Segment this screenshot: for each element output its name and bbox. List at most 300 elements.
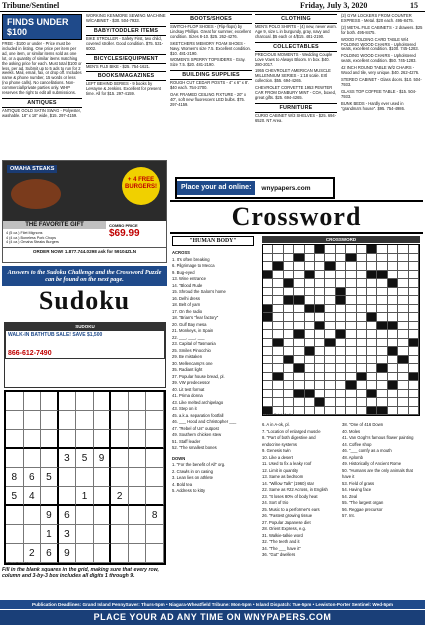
- crossword-cell[interactable]: [398, 347, 408, 356]
- crossword-cell[interactable]: [388, 254, 398, 263]
- crossword-cell[interactable]: [325, 313, 335, 322]
- crossword-cell[interactable]: [346, 322, 356, 331]
- crossword-cell[interactable]: [284, 245, 294, 254]
- crossword-cell[interactable]: [398, 373, 408, 382]
- crossword-cell[interactable]: [294, 339, 304, 348]
- sudoku-cell[interactable]: [6, 411, 24, 430]
- crossword-cell[interactable]: [346, 390, 356, 399]
- sudoku-cell[interactable]: 5: [6, 487, 24, 506]
- crossword-cell[interactable]: [294, 305, 304, 314]
- sudoku-cell[interactable]: [111, 506, 129, 525]
- crossword-cell[interactable]: [367, 279, 377, 288]
- crossword-cell[interactable]: [336, 381, 346, 390]
- crossword-cell[interactable]: [263, 381, 273, 390]
- sudoku-cell[interactable]: [146, 392, 164, 411]
- crossword-cell[interactable]: [325, 364, 335, 373]
- omaha-steaks-ad[interactable]: [2, 160, 167, 263]
- crossword-cell[interactable]: [409, 356, 419, 365]
- crossword-cell[interactable]: [357, 347, 367, 356]
- crossword-cell[interactable]: [357, 407, 367, 416]
- crossword-cell[interactable]: [357, 279, 367, 288]
- crossword-cell[interactable]: [273, 296, 283, 305]
- crossword-cell[interactable]: [284, 254, 294, 263]
- crossword-cell[interactable]: [357, 313, 367, 322]
- crossword-cell[interactable]: [336, 339, 346, 348]
- crossword-cell[interactable]: [357, 271, 367, 280]
- crossword-cell[interactable]: [294, 271, 304, 280]
- crossword-cell[interactable]: [409, 271, 419, 280]
- sudoku-cell[interactable]: [76, 468, 94, 487]
- sudoku-cell[interactable]: [111, 449, 129, 468]
- crossword-cell[interactable]: [336, 279, 346, 288]
- crossword-cell[interactable]: [388, 271, 398, 280]
- crossword-cell[interactable]: [284, 390, 294, 399]
- sudoku-cell[interactable]: [24, 525, 42, 544]
- crossword-cell[interactable]: [325, 296, 335, 305]
- crossword-cell[interactable]: [273, 322, 283, 331]
- crossword-cell[interactable]: [346, 296, 356, 305]
- crossword-cell[interactable]: [377, 245, 387, 254]
- crossword-cell[interactable]: [325, 407, 335, 416]
- walkin-tub-ad[interactable]: [5, 330, 165, 359]
- crossword-cell[interactable]: [273, 347, 283, 356]
- crossword-cell[interactable]: [346, 339, 356, 348]
- crossword-cell[interactable]: [357, 330, 367, 339]
- crossword-cell[interactable]: [325, 305, 335, 314]
- crossword-cell[interactable]: [388, 288, 398, 297]
- crossword-cell[interactable]: [398, 279, 408, 288]
- crossword-cell[interactable]: [273, 288, 283, 297]
- crossword-cell[interactable]: [377, 398, 387, 407]
- crossword-cell[interactable]: [367, 254, 377, 263]
- crossword-cell[interactable]: [315, 347, 325, 356]
- crossword-cell[interactable]: [357, 398, 367, 407]
- crossword-cell[interactable]: [346, 279, 356, 288]
- crossword-cell[interactable]: [377, 373, 387, 382]
- crossword-cell[interactable]: [346, 398, 356, 407]
- sudoku-cell[interactable]: [129, 525, 147, 544]
- crossword-cell[interactable]: [315, 313, 325, 322]
- crossword-cell[interactable]: [315, 356, 325, 365]
- sudoku-cell[interactable]: [41, 411, 59, 430]
- crossword-cell[interactable]: [377, 313, 387, 322]
- crossword-cell[interactable]: [409, 245, 419, 254]
- sudoku-cell[interactable]: [41, 392, 59, 411]
- crossword-cell[interactable]: [305, 373, 315, 382]
- sudoku-cell[interactable]: [111, 468, 129, 487]
- crossword-cell[interactable]: [284, 288, 294, 297]
- crossword-cell[interactable]: [325, 381, 335, 390]
- crossword-cell[interactable]: [336, 271, 346, 280]
- place-ad-online-box[interactable]: [175, 177, 335, 199]
- crossword-cell[interactable]: [284, 271, 294, 280]
- sudoku-cell[interactable]: [59, 487, 77, 506]
- sudoku-cell[interactable]: [24, 506, 42, 525]
- crossword-cell[interactable]: [398, 288, 408, 297]
- crossword-cell[interactable]: [346, 330, 356, 339]
- crossword-cell[interactable]: [305, 381, 315, 390]
- sudoku-cell[interactable]: 5: [76, 449, 94, 468]
- crossword-cell[interactable]: [346, 313, 356, 322]
- crossword-cell[interactable]: [263, 373, 273, 382]
- crossword-cell[interactable]: [388, 305, 398, 314]
- crossword-cell[interactable]: [315, 339, 325, 348]
- sudoku-cell[interactable]: [76, 506, 94, 525]
- sudoku-cell[interactable]: [111, 430, 129, 449]
- sudoku-cell[interactable]: [41, 487, 59, 506]
- crossword-cell[interactable]: [409, 296, 419, 305]
- crossword-cell[interactable]: [294, 356, 304, 365]
- crossword-cell[interactable]: [294, 322, 304, 331]
- crossword-cell[interactable]: [273, 271, 283, 280]
- sudoku-cell[interactable]: [94, 468, 112, 487]
- crossword-cell[interactable]: [388, 364, 398, 373]
- crossword-cell[interactable]: [273, 364, 283, 373]
- crossword-cell[interactable]: [305, 279, 315, 288]
- crossword-cell[interactable]: [367, 356, 377, 365]
- crossword-cell[interactable]: [377, 254, 387, 263]
- crossword-cell[interactable]: [409, 254, 419, 263]
- crossword-cell[interactable]: [315, 407, 325, 416]
- sudoku-cell[interactable]: [6, 525, 24, 544]
- crossword-cell[interactable]: [398, 262, 408, 271]
- crossword-cell[interactable]: [367, 373, 377, 382]
- crossword-cell[interactable]: [346, 271, 356, 280]
- crossword-cell[interactable]: [346, 262, 356, 271]
- crossword-cell[interactable]: [315, 373, 325, 382]
- sudoku-cell[interactable]: [94, 392, 112, 411]
- crossword-cell[interactable]: [357, 339, 367, 348]
- crossword-cell[interactable]: [263, 296, 273, 305]
- crossword-cell[interactable]: [273, 390, 283, 399]
- crossword-cell[interactable]: [377, 279, 387, 288]
- sudoku-cell[interactable]: [59, 468, 77, 487]
- crossword-cell[interactable]: [388, 262, 398, 271]
- crossword-cell[interactable]: [273, 381, 283, 390]
- crossword-cell[interactable]: [305, 288, 315, 297]
- crossword-cell[interactable]: [273, 398, 283, 407]
- sudoku-cell[interactable]: [76, 411, 94, 430]
- crossword-cell[interactable]: [273, 305, 283, 314]
- crossword-cell[interactable]: [409, 364, 419, 373]
- sudoku-cell[interactable]: [146, 411, 164, 430]
- crossword-cell[interactable]: [367, 381, 377, 390]
- crossword-cell[interactable]: [325, 279, 335, 288]
- sudoku-cell[interactable]: 3: [59, 449, 77, 468]
- crossword-cell[interactable]: [294, 313, 304, 322]
- sudoku-cell[interactable]: [76, 525, 94, 544]
- crossword-cell[interactable]: [305, 245, 315, 254]
- crossword-cell[interactable]: [409, 313, 419, 322]
- crossword-cell[interactable]: [367, 364, 377, 373]
- walkin-phone[interactable]: 866-612-7490: [8, 349, 52, 357]
- crossword-cell[interactable]: [315, 381, 325, 390]
- crossword-cell[interactable]: [409, 305, 419, 314]
- sudoku-cell[interactable]: [111, 544, 129, 563]
- crossword-cell[interactable]: [357, 356, 367, 365]
- sudoku-cell[interactable]: [129, 487, 147, 506]
- crossword-cell[interactable]: [336, 322, 346, 331]
- crossword-cell[interactable]: [409, 330, 419, 339]
- order-line[interactable]: ORDER NOW! 1.877.744.0298 ask for 59104ZLN: [3, 247, 166, 255]
- sudoku-cell[interactable]: 3: [59, 525, 77, 544]
- crossword-cell[interactable]: [336, 347, 346, 356]
- crossword-cell[interactable]: [398, 322, 408, 331]
- crossword-cell[interactable]: [346, 364, 356, 373]
- crossword-cell[interactable]: [284, 347, 294, 356]
- crossword-cell[interactable]: [263, 279, 273, 288]
- crossword-cell[interactable]: [305, 322, 315, 331]
- crossword-cell[interactable]: [315, 390, 325, 399]
- crossword-cell[interactable]: [377, 262, 387, 271]
- crossword-cell[interactable]: [357, 322, 367, 331]
- crossword-cell[interactable]: [367, 347, 377, 356]
- crossword-cell[interactable]: [398, 398, 408, 407]
- sudoku-cell[interactable]: [129, 506, 147, 525]
- crossword-cell[interactable]: [357, 364, 367, 373]
- crossword-cell[interactable]: [357, 381, 367, 390]
- crossword-cell[interactable]: [315, 262, 325, 271]
- crossword-cell[interactable]: [325, 271, 335, 280]
- crossword-cell[interactable]: [325, 390, 335, 399]
- crossword-cell[interactable]: [336, 373, 346, 382]
- crossword-cell[interactable]: [315, 364, 325, 373]
- crossword-cell[interactable]: [263, 322, 273, 331]
- crossword-cell[interactable]: [273, 330, 283, 339]
- crossword-cell[interactable]: [305, 330, 315, 339]
- crossword-cell[interactable]: [284, 373, 294, 382]
- crossword-cell[interactable]: [377, 356, 387, 365]
- sudoku-cell[interactable]: [146, 468, 164, 487]
- crossword-cell[interactable]: [325, 245, 335, 254]
- sudoku-cell[interactable]: [129, 430, 147, 449]
- crossword-cell[interactable]: [398, 364, 408, 373]
- sudoku-cell[interactable]: [94, 525, 112, 544]
- crossword-cell[interactable]: [398, 245, 408, 254]
- crossword-cell[interactable]: [388, 245, 398, 254]
- crossword-cell[interactable]: [377, 381, 387, 390]
- crossword-cell[interactable]: [305, 313, 315, 322]
- crossword-cell[interactable]: [398, 296, 408, 305]
- crossword-cell[interactable]: [336, 313, 346, 322]
- crossword-cell[interactable]: [409, 288, 419, 297]
- crossword-cell[interactable]: [273, 245, 283, 254]
- sudoku-cell[interactable]: [146, 430, 164, 449]
- sudoku-cell[interactable]: [94, 544, 112, 563]
- sudoku-cell[interactable]: 5: [41, 468, 59, 487]
- sudoku-cell[interactable]: [129, 411, 147, 430]
- sudoku-cell[interactable]: [129, 392, 147, 411]
- crossword-cell[interactable]: [273, 356, 283, 365]
- sudoku-cell[interactable]: [111, 392, 129, 411]
- sudoku-grid[interactable]: [4, 390, 166, 565]
- crossword-cell[interactable]: [284, 364, 294, 373]
- crossword-cell[interactable]: [315, 330, 325, 339]
- place-ad-footer[interactable]: PLACE YOUR AD ANY TIME ON WNYPAPERS.COM: [0, 610, 425, 625]
- sudoku-cell[interactable]: 1: [76, 487, 94, 506]
- crossword-cell[interactable]: [388, 296, 398, 305]
- crossword-cell[interactable]: [336, 398, 346, 407]
- crossword-cell[interactable]: [398, 254, 408, 263]
- sudoku-cell[interactable]: [6, 430, 24, 449]
- sudoku-cell[interactable]: 6: [24, 468, 42, 487]
- crossword-cell[interactable]: [409, 381, 419, 390]
- crossword-cell[interactable]: [388, 356, 398, 365]
- crossword-cell[interactable]: [284, 339, 294, 348]
- crossword-cell[interactable]: [336, 305, 346, 314]
- crossword-cell[interactable]: [388, 330, 398, 339]
- crossword-cell[interactable]: [325, 288, 335, 297]
- crossword-cell[interactable]: [367, 330, 377, 339]
- sudoku-cell[interactable]: 6: [41, 544, 59, 563]
- crossword-cell[interactable]: [377, 288, 387, 297]
- crossword-cell[interactable]: [388, 339, 398, 348]
- crossword-cell[interactable]: [409, 407, 419, 416]
- crossword-cell[interactable]: [357, 254, 367, 263]
- crossword-cell[interactable]: [398, 407, 408, 416]
- crossword-cell[interactable]: [294, 373, 304, 382]
- crossword-cell[interactable]: [325, 254, 335, 263]
- crossword-cell[interactable]: [357, 390, 367, 399]
- crossword-cell[interactable]: [398, 271, 408, 280]
- crossword-cell[interactable]: [284, 313, 294, 322]
- crossword-cell[interactable]: [357, 296, 367, 305]
- crossword-cell[interactable]: [315, 296, 325, 305]
- sudoku-cell[interactable]: [94, 430, 112, 449]
- sudoku-cell[interactable]: [76, 392, 94, 411]
- sudoku-cell[interactable]: [76, 544, 94, 563]
- crossword-cell[interactable]: [325, 347, 335, 356]
- crossword-cell[interactable]: [294, 398, 304, 407]
- crossword-cell[interactable]: [367, 339, 377, 348]
- sudoku-cell[interactable]: 9: [59, 544, 77, 563]
- crossword-cell[interactable]: [305, 262, 315, 271]
- sudoku-cell[interactable]: [59, 392, 77, 411]
- crossword-cell[interactable]: [346, 347, 356, 356]
- crossword-cell[interactable]: [398, 313, 408, 322]
- crossword-cell[interactable]: [388, 390, 398, 399]
- crossword-cell[interactable]: [357, 288, 367, 297]
- crossword-cell[interactable]: [325, 322, 335, 331]
- crossword-cell[interactable]: [357, 262, 367, 271]
- crossword-cell[interactable]: [377, 330, 387, 339]
- crossword-cell[interactable]: [315, 288, 325, 297]
- sudoku-cell[interactable]: [129, 468, 147, 487]
- crossword-cell[interactable]: [263, 339, 273, 348]
- sudoku-cell[interactable]: [24, 411, 42, 430]
- sudoku-cell[interactable]: [146, 544, 164, 563]
- crossword-cell[interactable]: [346, 407, 356, 416]
- sudoku-cell[interactable]: [111, 411, 129, 430]
- crossword-cell[interactable]: [263, 364, 273, 373]
- sudoku-cell[interactable]: [24, 449, 42, 468]
- crossword-cell[interactable]: [325, 398, 335, 407]
- crossword-cell[interactable]: [273, 254, 283, 263]
- crossword-cell[interactable]: [315, 271, 325, 280]
- crossword-cell[interactable]: [325, 373, 335, 382]
- crossword-cell[interactable]: [263, 390, 273, 399]
- sudoku-cell[interactable]: [6, 392, 24, 411]
- crossword-cell[interactable]: [409, 398, 419, 407]
- crossword-cell[interactable]: [263, 288, 273, 297]
- crossword-cell[interactable]: [367, 288, 377, 297]
- sudoku-cell[interactable]: [111, 525, 129, 544]
- sudoku-cell[interactable]: [94, 506, 112, 525]
- crossword-cell[interactable]: [284, 381, 294, 390]
- sudoku-cell[interactable]: 1: [41, 525, 59, 544]
- crossword-cell[interactable]: [367, 398, 377, 407]
- sudoku-cell[interactable]: [6, 506, 24, 525]
- sudoku-cell[interactable]: [94, 487, 112, 506]
- crossword-grid[interactable]: [262, 244, 420, 416]
- crossword-cell[interactable]: [294, 279, 304, 288]
- crossword-cell[interactable]: [398, 330, 408, 339]
- sudoku-cell[interactable]: [41, 449, 59, 468]
- crossword-cell[interactable]: [398, 381, 408, 390]
- crossword-cell[interactable]: [336, 262, 346, 271]
- sudoku-cell[interactable]: 4: [24, 487, 42, 506]
- crossword-cell[interactable]: [377, 305, 387, 314]
- crossword-cell[interactable]: [357, 305, 367, 314]
- sudoku-cell[interactable]: [129, 449, 147, 468]
- crossword-cell[interactable]: [263, 245, 273, 254]
- crossword-cell[interactable]: [398, 390, 408, 399]
- sudoku-cell[interactable]: 2: [24, 544, 42, 563]
- crossword-cell[interactable]: [294, 262, 304, 271]
- crossword-cell[interactable]: [377, 347, 387, 356]
- crossword-cell[interactable]: [346, 288, 356, 297]
- place-ad-url[interactable]: wnypapers.com: [261, 184, 311, 192]
- crossword-cell[interactable]: [367, 262, 377, 271]
- crossword-cell[interactable]: [336, 407, 346, 416]
- sudoku-cell[interactable]: [6, 544, 24, 563]
- crossword-cell[interactable]: [325, 356, 335, 365]
- crossword-cell[interactable]: [377, 390, 387, 399]
- crossword-cell[interactable]: [263, 330, 273, 339]
- crossword-cell[interactable]: [398, 305, 408, 314]
- sudoku-cell[interactable]: 8: [146, 506, 164, 525]
- crossword-cell[interactable]: [294, 381, 304, 390]
- crossword-cell[interactable]: [263, 356, 273, 365]
- crossword-cell[interactable]: [305, 356, 315, 365]
- crossword-cell[interactable]: [388, 313, 398, 322]
- sudoku-cell[interactable]: [41, 430, 59, 449]
- sudoku-cell[interactable]: 8: [6, 468, 24, 487]
- crossword-cell[interactable]: [346, 305, 356, 314]
- sudoku-cell[interactable]: [146, 449, 164, 468]
- crossword-cell[interactable]: [377, 296, 387, 305]
- crossword-cell[interactable]: [294, 407, 304, 416]
- crossword-cell[interactable]: [305, 364, 315, 373]
- crossword-cell[interactable]: [305, 339, 315, 348]
- sudoku-cell[interactable]: 6: [59, 506, 77, 525]
- crossword-cell[interactable]: [305, 398, 315, 407]
- crossword-cell[interactable]: [377, 339, 387, 348]
- crossword-cell[interactable]: [305, 407, 315, 416]
- crossword-cell[interactable]: [409, 322, 419, 331]
- crossword-cell[interactable]: [388, 398, 398, 407]
- crossword-cell[interactable]: [336, 356, 346, 365]
- crossword-cell[interactable]: [367, 305, 377, 314]
- sudoku-cell[interactable]: 9: [94, 449, 112, 468]
- crossword-cell[interactable]: [388, 373, 398, 382]
- crossword-cell[interactable]: [305, 296, 315, 305]
- crossword-cell[interactable]: [284, 262, 294, 271]
- crossword-cell[interactable]: [336, 364, 346, 373]
- crossword-cell[interactable]: [398, 339, 408, 348]
- crossword-cell[interactable]: [409, 279, 419, 288]
- crossword-cell[interactable]: [367, 296, 377, 305]
